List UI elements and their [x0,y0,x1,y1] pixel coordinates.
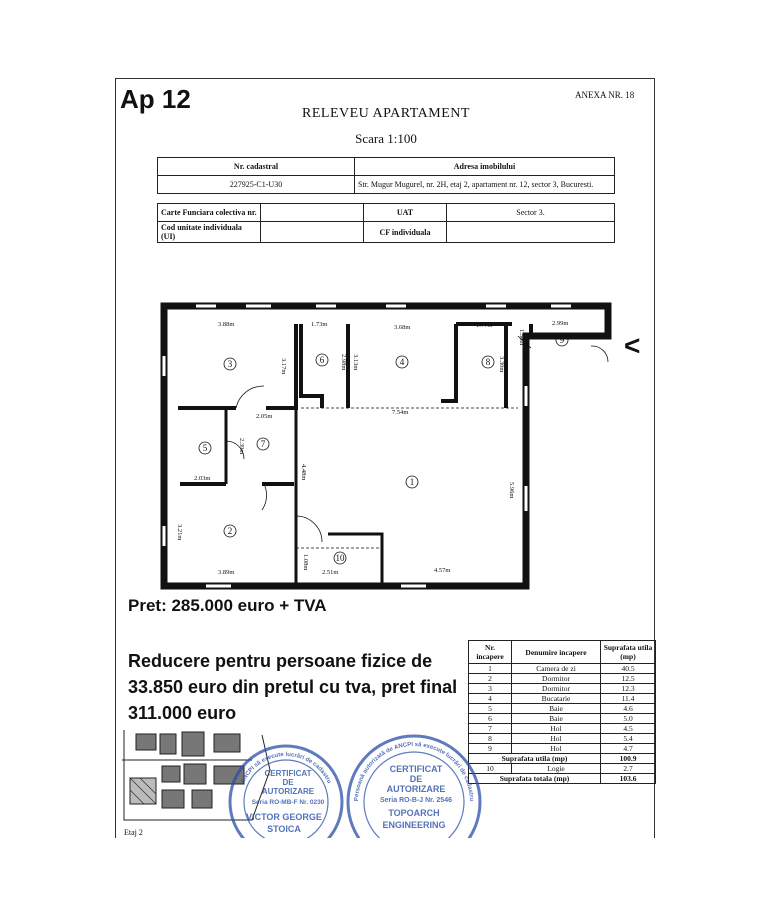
cell-name: Baie [512,714,601,724]
document-title: RELEVEU APARTAMENT [302,106,470,121]
cell-area: 40.5 [601,664,656,674]
registry-table [157,203,615,243]
cell-name: Hol [512,724,601,734]
stamp-name: VICTOR GEORGE [246,812,322,822]
cell-nr: 5 [469,704,512,714]
cell-nr: 4 [469,694,512,704]
room-number-6: 6 [319,355,325,365]
cell-area: 4.6 [601,704,656,714]
stamp-line: CERTIFICAT [389,764,443,774]
cell-name: Camera de zi [512,664,601,674]
cell-nr: 7 [469,724,512,734]
table-row [469,674,656,684]
useful-area-value: 100.9 [601,754,656,764]
cell-name: Dormitor [512,684,601,694]
dim-label: 3.89m [218,569,235,576]
discount-text: Reducere pentru persoane fizice de 33.850 euro din pretul cu tva, pret final 311.000 euro [128,651,458,723]
room-number-9: 9 [559,335,565,345]
col-header-name: Denumire incapere [512,641,601,664]
room-number-4: 4 [399,357,405,367]
col-header-nr: Nr. incapere [469,641,512,664]
useful-area-label: Suprafata utila (mp) [469,754,601,764]
dim-label: 1.77m [476,322,493,329]
annex-number: ANEXA NR. 18 [575,90,635,100]
scale-label: Scara 1:100 [355,131,417,146]
table-row [469,694,656,704]
dim-label: 1.73m [311,321,328,328]
room-number-10: 10 [335,553,345,563]
total-area-row [469,774,656,784]
carte-value [261,204,364,222]
stamp-serial: Seria RO-B-J Nr. 2546 [380,797,452,804]
table-row [469,704,656,714]
room-number-7: 7 [260,439,266,449]
table-row [469,764,656,774]
cod-value [261,222,364,243]
floor-plan [156,296,616,592]
address-value: Str. Mugur Mugurel, nr. 2H, etaj 2, apartament nr. 12, sector 3, Bucuresti. [355,176,615,194]
dim-label: 2.98m [340,354,347,371]
stamp-arc-text: Persoană autorizată de ANCPI să execute lucrări de cadastru [353,741,475,802]
table-row [469,744,656,754]
table-row [469,664,656,674]
cell-area: 12.3 [601,684,656,694]
cod-label: Cod unitate individuala (UI) [158,222,261,243]
stamp-name: STOICA [267,824,301,834]
cell-name: Dormitor [512,674,601,684]
dim-label: 3.68m [394,324,411,331]
col-header-area: Suprafata utila (mp) [601,641,656,664]
cell-area: 5.4 [601,734,656,744]
cell-nr: 6 [469,714,512,724]
table-row [469,724,656,734]
cell-area: 11.4 [601,694,656,704]
dim-label: 3.30m [498,356,505,373]
uat-value: Sector 3. [447,204,615,222]
cf-label: CF individuala [364,222,447,243]
rooms-table [468,640,656,784]
entrance-arrow-icon: < [624,330,641,361]
cell-area: 12.5 [601,674,656,684]
stamp-line: DE [409,774,423,784]
cell-nr: 1 [469,664,512,674]
cell-nr: 10 [469,764,512,774]
cell-nr: 9 [469,744,512,754]
cadastral-label: Nr. cadastral [158,158,355,176]
dim-label: 3.88m [218,321,235,328]
dim-label: 4.48m [300,464,307,481]
address-label: Adresa imobilului [355,158,615,176]
dim-label: 4.57m [434,567,451,574]
dim-label: 2.39m [238,438,245,455]
room-number-5: 5 [202,443,208,453]
uat-label: UAT [364,204,447,222]
stamp-line: AUTORIZARE [261,787,315,796]
dim-label: 2.05m [256,413,273,420]
table-row [469,714,656,724]
cadastral-table [157,157,615,194]
dim-label: 3.21m [176,524,183,541]
stamp-name: ENGINEERING [382,820,446,830]
cell-area: 2.7 [601,764,656,774]
dim-label: 3.13m [352,354,359,371]
company-stamp-seal [344,734,484,838]
table-row [469,734,656,744]
dim-label: 2.99m [552,320,569,327]
apartment-label: Ap 12 [120,84,191,114]
floor-label: Etaj 2 [124,828,143,837]
room-number-1: 1 [409,477,415,487]
stamp-arc-text: ANCPI să execute lucrări de cadastru [240,752,332,785]
cell-nr: 2 [469,674,512,684]
room-number-8: 8 [485,357,491,367]
room-number-3: 3 [227,359,233,369]
cell-name: Hol [512,734,601,744]
total-area-label: Suprafata totala (mp) [469,774,601,784]
cell-name: Hol [512,744,601,754]
cadastral-value: 227925-C1-U30 [158,176,355,194]
dim-label: 5.96m [508,482,515,499]
table-row [469,684,656,694]
useful-area-row [469,754,656,764]
dim-label: 1.08m [302,554,309,571]
cell-area: 4.5 [601,724,656,734]
stamp-line: DE [282,778,294,787]
cell-nr: 3 [469,684,512,694]
price-text: Pret: 285.000 euro + TVA [128,596,327,615]
cell-area: 5.0 [601,714,656,724]
dim-label: 7.54m [392,409,409,416]
stamp-name: TOPOARCH [388,808,440,818]
cell-name: Bucatarie [512,694,601,704]
cf-value [447,222,615,243]
cell-area: 4.7 [601,744,656,754]
total-area-value: 103.6 [601,774,656,784]
dim-label: 2.03m [194,475,211,482]
stamp-serial: Seria RO-MB-F Nr. 0230 [251,799,325,806]
stamp-line: AUTORIZARE [386,784,446,794]
exterior-wall [164,306,608,586]
room-number-2: 2 [227,526,233,536]
authorization-stamp-seal [226,742,346,838]
carte-label: Carte Funciara colectiva nr. [158,204,261,222]
cell-name: Baie [512,704,601,714]
cell-name: Logie [512,764,601,774]
dim-label: 2.51m [322,569,339,576]
cell-nr: 8 [469,734,512,744]
stamp-line: CERTIFICAT [264,769,312,778]
dim-label: 3.17m [280,358,287,375]
dim-label: 1.56m [518,329,525,346]
